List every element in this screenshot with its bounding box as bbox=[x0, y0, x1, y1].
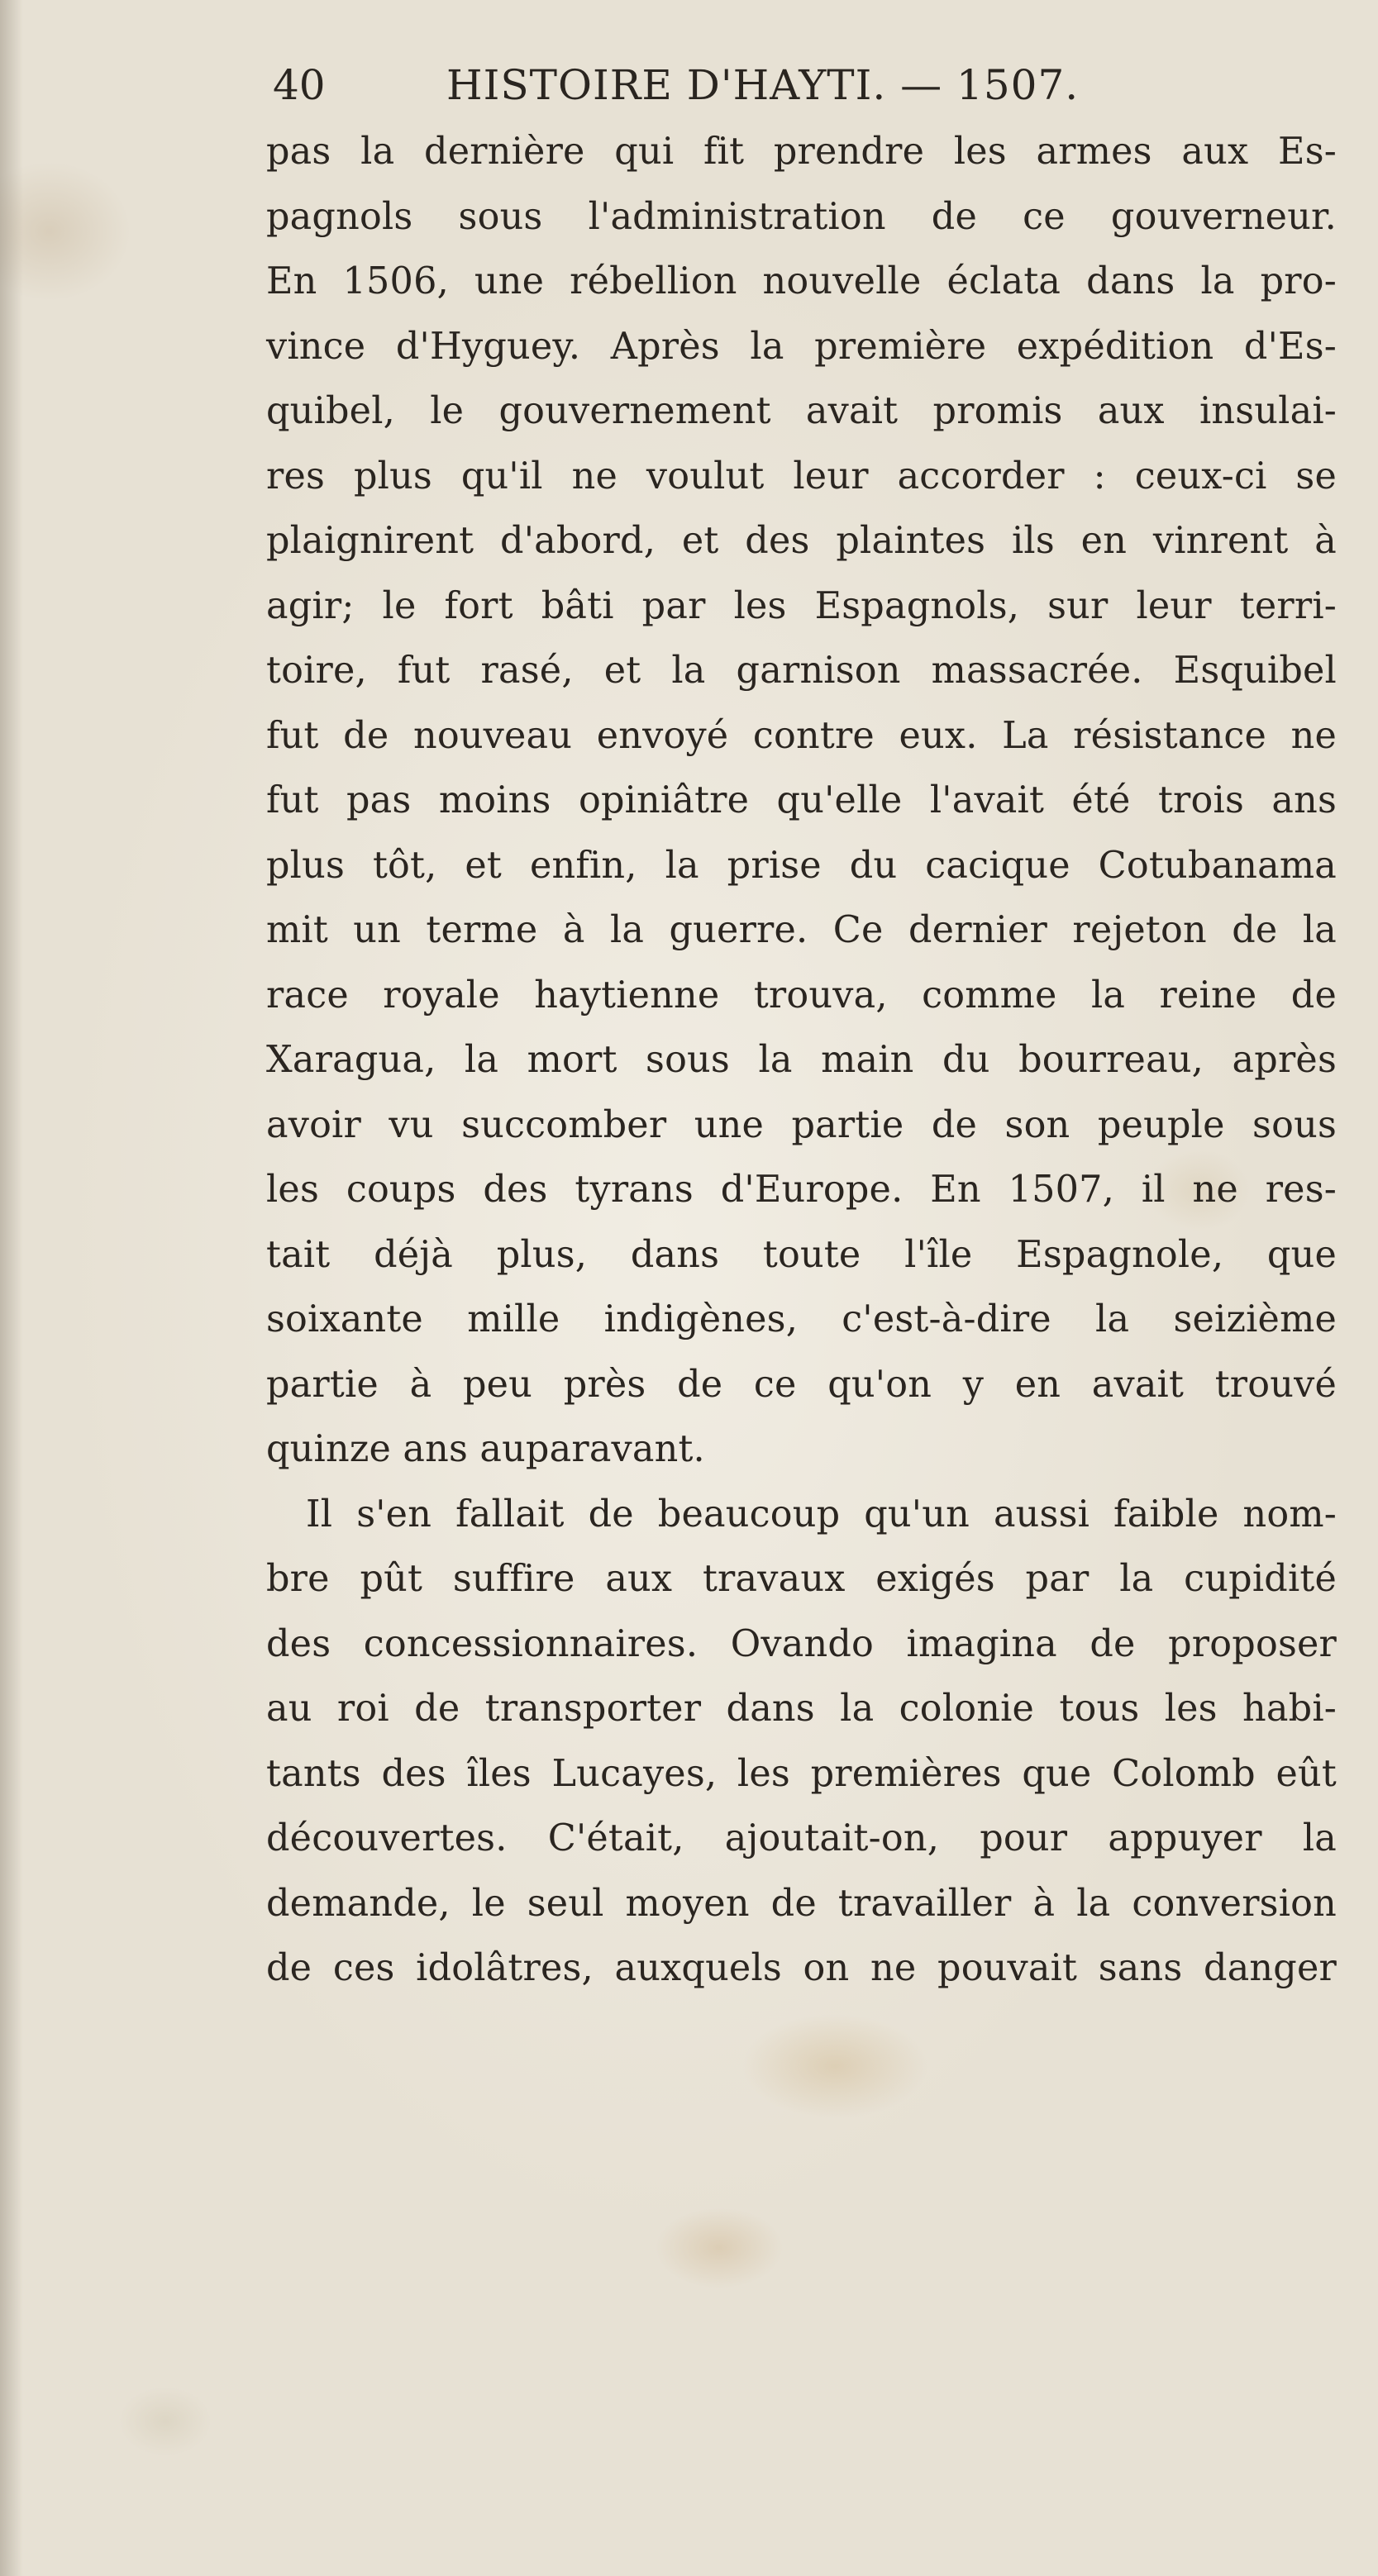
text-line: Il s'en fallait de beaucoup qu'un aussi faible nom- bbox=[306, 1493, 1337, 1536]
text-line: avoir vu succomber une partie de son peuple sous bbox=[266, 1103, 1337, 1146]
text-line: de ces idolâtres, auxquels on ne pouvait sans danger bbox=[266, 1947, 1337, 1989]
text-line: En 1506, une rébellion nouvelle éclata dans la pro- bbox=[266, 260, 1337, 302]
text-line: plaignirent d'abord, et des plaintes ils en vinrent à bbox=[266, 520, 1337, 562]
text-line: au roi de transporter dans la colonie tous les habi- bbox=[266, 1688, 1337, 1730]
text-line: soixante mille indigènes, c'est-à-dire la seizième bbox=[266, 1298, 1337, 1340]
text-line: tants des îles Lucayes, les premières que Colomb eût bbox=[266, 1752, 1337, 1795]
body-text bbox=[266, 120, 1337, 2002]
text-line: fut pas moins opiniâtre qu'elle l'avait été trois ans bbox=[266, 779, 1337, 821]
text-line: pagnols sous l'administration de ce gouverneur. bbox=[266, 195, 1337, 238]
text-line: découvertes. C'était, ajoutait-on, pour appuyer la bbox=[266, 1817, 1337, 1859]
running-head bbox=[273, 56, 1141, 114]
text-line: quibel, le gouvernement avait promis aux insulai- bbox=[266, 390, 1337, 432]
text-line: partie à peu près de ce qu'on y en avait trouvé bbox=[266, 1363, 1337, 1406]
running-title: HISTOIRE D'HAYTI. — 1507. bbox=[446, 61, 1080, 109]
text-line: Xaragua, la mort sous la main du bourreau, après bbox=[266, 1039, 1337, 1081]
text-line: tait déjà plus, dans toute l'île Espagnole, que bbox=[266, 1233, 1337, 1276]
text-line: demande, le seul moyen de travailler à la conversion bbox=[266, 1882, 1337, 1925]
text-line: les coups des tyrans d'Europe. En 1507, il ne res- bbox=[266, 1169, 1337, 1211]
text-line: vince d'Hyguey. Après la première expédition d'Es- bbox=[266, 325, 1337, 368]
page-number: 40 bbox=[273, 61, 326, 109]
paragraph-1 bbox=[266, 120, 1337, 1483]
text-line: des concessionnaires. Ovando imagina de proposer bbox=[266, 1622, 1337, 1665]
text-line: race royale haytienne trouva, comme la reine de bbox=[266, 974, 1337, 1017]
text-line: pas la dernière qui fit prendre les armes aux Es- bbox=[266, 131, 1337, 173]
text-line: mit un terme à la guerre. Ce dernier rejeton de la bbox=[266, 909, 1337, 951]
text-line: quinze ans auparavant. bbox=[266, 1428, 705, 1470]
text-line: agir; le fort bâti par les Espagnols, sur leur terri- bbox=[266, 584, 1337, 627]
text-line: res plus qu'il ne voulut leur accorder : ceux-ci se bbox=[266, 455, 1337, 498]
text-line: toire, fut rasé, et la garnison massacrée. Esquibel bbox=[266, 650, 1337, 692]
text-line: bre pût suffire aux travaux exigés par la cupidité bbox=[266, 1558, 1337, 1600]
page-edge-shadow bbox=[0, 0, 23, 2576]
text-line: plus tôt, et enfin, la prise du cacique Cotubanama bbox=[266, 844, 1337, 887]
paragraph-2 bbox=[266, 1483, 1337, 2002]
text-line: fut de nouveau envoyé contre eux. La résistance ne bbox=[266, 714, 1337, 757]
